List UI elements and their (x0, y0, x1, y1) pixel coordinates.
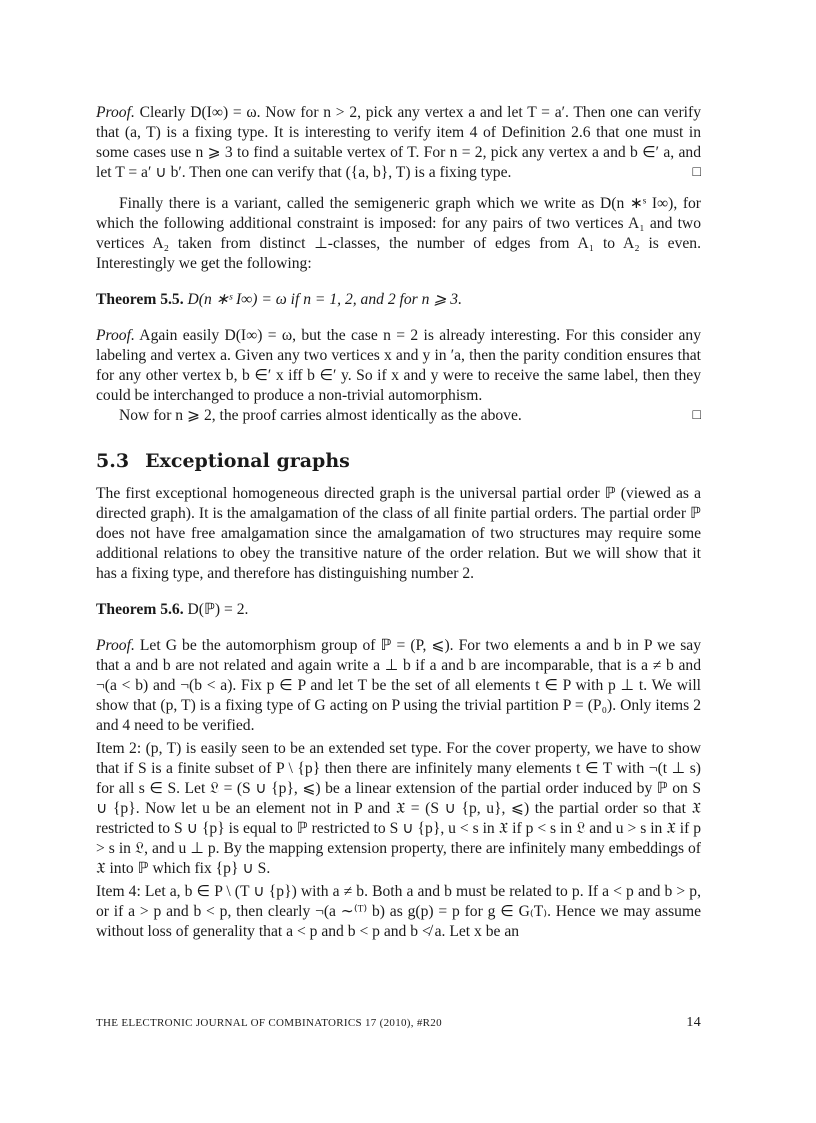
theorem-5-6 (96, 600, 701, 620)
page-body (96, 103, 701, 942)
item-4-paragraph: Item 4: Let a, b ∈ P \ (T ∪ {p}) with a ≠ b. Both a and b must be related to p. If a < p and b > p, or if a > p and b < p, then clearly ¬(a ∼⁽ᵀ⁾ b) as g(p) = p for g ∈ G₍T₎. Hence we may assume without loss of generality that a < p and b < p and b ≮ a. Let x be an (96, 883, 701, 940)
proof-continuation (96, 406, 701, 426)
proof-label: Proof. (96, 327, 135, 344)
semigeneric-paragraph: Finally there is a variant, called the semigeneric graph which we write as D(n ∗ˢ I∞), for which the following additional constraint is imposed: for any pairs of two vertices A₁ and two vertices A₂ taken from distinct ⊥-classes, the number of edges from A₁ to A₂ is even. Interestingly we get the following: (96, 195, 701, 272)
proof-text: Let G be the automorphism group of ℙ = (P, ⩽). For two elements a and b in P we say that a and b are not related and again write a ⊥ b if a and b are incomparable, that is a ≠ b and ¬(a < b) and ¬(b < a). Fix p ∈ P and let T be the set of all elements t ∈ P with p ⊥ t. We will show that (p, T) is a fixing type of G acting on P using the trivial partition P = (P₀). Only items 2 and 4 need to be verified. (96, 637, 701, 734)
exceptional-paragraph: The first exceptional homogeneous directed graph is the universal partial order ℙ (viewed as a directed graph). It is the amalgamation of the class of all finite partial orders. The partial order ℙ does not have free amalgamation since the amalgamation of two structures may require some additional relations to obey the transitive nature of the order relation. But we will show that it has a fixing type, and therefore has distinguishing number 2. (96, 485, 701, 582)
page-number: 14 (686, 1015, 701, 1030)
section-number: 5.3 (96, 450, 130, 472)
proof-label: Proof. (96, 104, 135, 121)
proof-label: Proof. (96, 637, 135, 654)
proof-paragraph-3 (96, 636, 701, 736)
theorem-label: Theorem 5.5. (96, 291, 184, 308)
theorem-statement: D(ℙ) = 2. (183, 601, 249, 618)
section-title: Exceptional graphs (145, 450, 350, 472)
theorem-5-5 (96, 290, 701, 310)
journal-citation: THE ELECTRONIC JOURNAL OF COMBINATORICS 17 (2010), #R20 (96, 1017, 442, 1029)
proof-paragraph-2 (96, 326, 701, 406)
proof-paragraph-1 (96, 103, 701, 183)
proof-text: Now for n ⩾ 2, the proof carries almost identically as the above. (119, 407, 522, 424)
proof-text: Again easily D(I∞) = ω, but the case n = 2 is already interesting. For this consider any labeling and vertex a. Given any two vertices x and y in ′a, then the parity condition ensures that for any other vertex b, b ∈′ x iff b ∈′ y. So if x and y were to receive the same label, then they could be interchanged to produce a non-trivial automorphism. (96, 327, 701, 404)
item-2-paragraph: Item 2: (p, T) is easily seen to be an extended set type. For the cover property, we have to show that if S is a finite subset of P \ {p} then there are infinitely many elements t ∈ T with ¬(t ⊥ s) for all s ∈ S. Let 𝔏 = (S ∪ {p}, ⩽) be a linear extension of the partial order induced by ℙ on S ∪ {p}. Now let u be an element not in P and 𝔛 = (S ∪ {p, u}, ⩽) the partial order so that 𝔛 restricted to S ∪ {p} is equal to ℙ restricted to S ∪ {p}, u < s in 𝔛 if p < s in 𝔏 and u > s in 𝔛 if p > s in 𝔏, and u ⊥ p. By the mapping extension property, there are infinitely many embeddings of 𝔛 into ℙ which fix {p} ∪ S. (96, 740, 701, 877)
section-heading (96, 451, 701, 471)
page-footer (96, 1017, 701, 1029)
theorem-statement: D(n ∗ˢ I∞) = ω if n = 1, 2, and 2 for n ⩾ 3. (183, 291, 462, 308)
theorem-label: Theorem 5.6. (96, 601, 184, 618)
qed-symbol: □ (692, 408, 701, 423)
qed-symbol: □ (692, 165, 701, 180)
proof-text: Clearly D(I∞) = ω. Now for n > 2, pick any vertex a and let T = a′. Then one can verify that (a, T) is a fixing type. It is interesting to verify item 4 of Definition 2.6 that one must in some cases use n ⩾ 3 to find a suitable vertex of T. For n = 2, pick any vertex a and b ∈′ a, and let T = a′ ∪ b′. Then one can verify that ({a, b}, T) is a fixing type. (96, 104, 701, 181)
